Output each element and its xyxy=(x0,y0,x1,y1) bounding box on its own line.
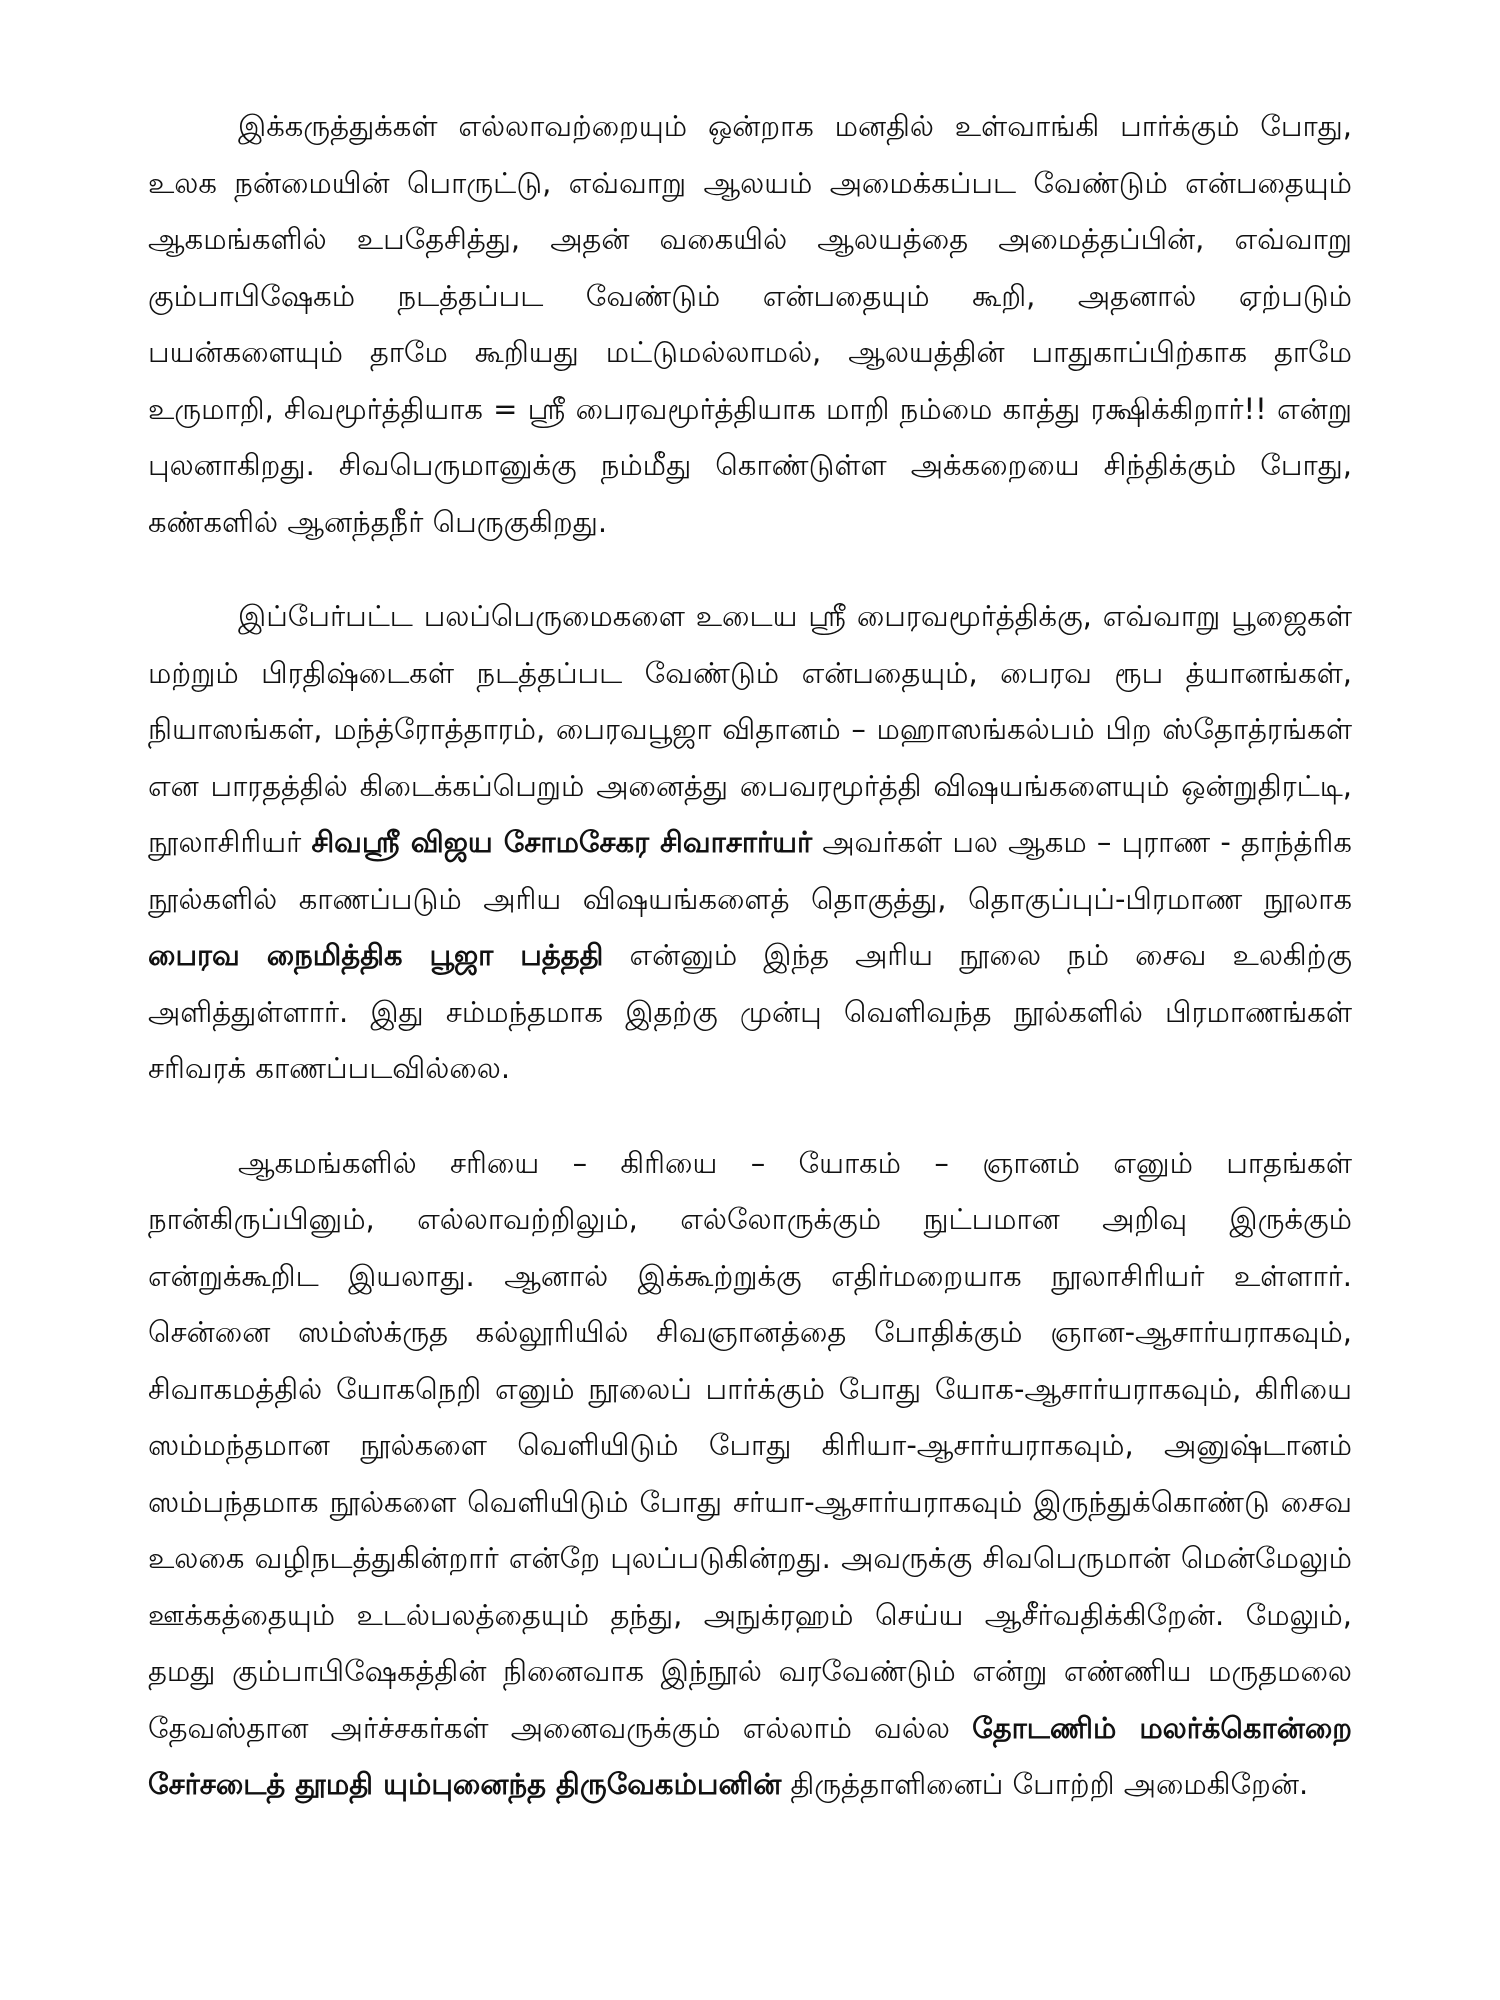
author-name: சிவஸ்ரீ விஜய சோமசேகர சிவாசார்யர் xyxy=(311,825,813,859)
paragraph-3-text-b: திருத்தாளினைப் போற்றி அமைகிறேன். xyxy=(781,1767,1309,1801)
paragraph-2-text-c: என்னும் இந்த அரிய நூலை நம் சைவ உலகிற்கு அளித்துள்ளார். இது சம்மந்தமாக இதற்கு முன்பு வெளிவந்த நூல்களில் பிரமாணங்கள் சரிவரக் காணப்படவில்லை. xyxy=(148,938,1352,1085)
paragraph-3 xyxy=(148,1135,1352,1813)
paragraph-2-text-a: இப்பேர்பட்ட பலப்பெருமைகளை உடைய ஸ்ரீ பைரவமூர்த்திக்கு, எவ்வாறு பூஜைகள் மற்றும் பிரதிஷ்டைகள் நடத்தப்பட வேண்டும் என்பதையும், பைரவ ரூப த்யானங்கள், நியாஸங்கள், மந்த்ரோத்தாரம், பைரவபூஜா விதானம் – மஹாஸங்கல்பம் பிற ஸ்தோத்ரங்கள் என பாரதத்தில் கிடைக்கப்பெறும் அனைத்து பைவரமூர்த்தி விஷயங்களையும் ஒன்றுதிரட்டி, நூலாசிரியர் xyxy=(148,599,1352,859)
document-page xyxy=(148,98,1352,1813)
paragraph-2 xyxy=(148,588,1352,1097)
paragraph-1 xyxy=(148,98,1352,550)
book-title: பைரவ நைமித்திக பூஜா பத்ததி xyxy=(148,938,604,972)
deity-verse: தோடணிம் மலர்க்கொன்றை சேர்சடைத் தூமதி யும்புனைந்த திருவேகம்பனின் xyxy=(148,1710,1353,1801)
paragraph-2-text-b: அவர்கள் பல ஆகம – புராண - தாந்த்ரிக நூல்களில் காணப்படும் அரிய விஷயங்களைத் தொகுத்து, தொகுப்புப்-பிரமாண நூலாக xyxy=(148,825,1352,916)
paragraph-3-text-a: ஆகமங்களில் சரியை – கிரியை – யோகம் – ஞானம் எனும் பாதங்கள் நான்கிருப்பினும், எல்லாவற்றிலும், எல்லோருக்கும் நுட்பமான அறிவு இருக்கும் என்றுக்கூறிட இயலாது. ஆனால் இக்கூற்றுக்கு எதிர்மறையாக நூலாசிரியர் உள்ளார். சென்னை ஸம்ஸ்க்ருத கல்லூரியில் சிவஞானத்தை போதிக்கும் ஞான-ஆசார்யராகவும், சிவாகமத்தில் யோகநெறி எனும் நூலைப் பார்க்கும் போது யோக-ஆசார்யராகவும், கிரியை ஸம்மந்தமான நூல்களை வெளியிடும் போது கிரியா-ஆசார்யராகவும், அனுஷ்டானம் ஸம்பந்தமாக நூல்களை வெளியிடும் போது சர்யா-ஆசார்யராகவும் இருந்துக்கொண்டு சைவ உலகை வழிநடத்துகின்றார் என்றே புலப்படுகின்றது. அவருக்கு சிவபெருமான் மென்மேலும் ஊக்கத்தையும் உடல்பலத்தையும் தந்து, அநுக்ரஹம் செய்ய ஆசீர்வதிக்கிறேன். மேலும், தமது கும்பாபிஷேகத்தின் நினைவாக இந்நூல் வரவேண்டும் என்று எண்ணிய மருதமலை தேவஸ்தான அர்ச்சகர்கள் அனைவருக்கும் எல்லாம் வல்ல xyxy=(148,1145,1352,1745)
paragraph-1-text: இக்கருத்துக்கள் எல்லாவற்றையும் ஒன்றாக மனதில் உள்வாங்கி பார்க்கும் போது, உலக நன்மையின் பொருட்டு, எவ்வாறு ஆலயம் அமைக்கப்பட வேண்டும் என்பதையும் ஆகமங்களில் உபதேசித்து, அதன் வகையில் ஆலயத்தை அமைத்தப்பின், எவ்வாறு கும்பாபிஷேகம் நடத்தப்பட வேண்டும் என்பதையும் கூறி, அதனால் ஏற்படும் பயன்களையும் தாமே கூறியது மட்டுமல்லாமல், ஆலயத்தின் பாதுகாப்பிற்காக தாமே உருமாறி, சிவமூர்த்தியாக = ஸ்ரீ பைரவமூர்த்தியாக மாறி நம்மை காத்து ரக்ஷிக்கிறார்!! என்று புலனாகிறது. சிவபெருமானுக்கு நம்மீது கொண்டுள்ள அக்கறையை சிந்திக்கும் போது, கண்களில் ஆனந்தநீர் பெருகுகிறது. xyxy=(148,109,1352,539)
